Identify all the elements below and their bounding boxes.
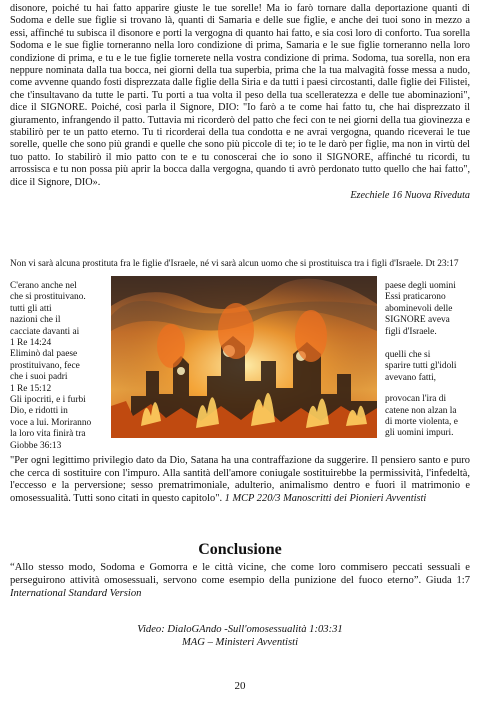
section-heading: Conclusione: [198, 541, 282, 558]
fire-illustration: [111, 276, 377, 438]
left-line: nazioni che il: [10, 315, 61, 326]
conclusion-citation: International Standard Version: [10, 588, 142, 599]
burning-city-illustration: [111, 276, 377, 438]
left-line: 1 Re 14:24: [10, 338, 52, 349]
left-line: prostituivano, fece: [10, 360, 80, 371]
right-line: figli d'Israele.: [385, 326, 437, 337]
left-line: Eliminò dal paese: [10, 349, 78, 360]
page-number: 20: [234, 680, 246, 692]
scripture-text: disonore, poiché tu hai fatto apparire giuste le tue sorelle! Ma io farò tornare dalla deportazione quanti di Sodoma e delle sue figlie si trovano là, quanti di Samaria e delle sue figlie, e anche dei tuoi sono in mezzo a essi, affinché tu subisca il disonore e porti la vergogna di quanto hai fatto, e sia così loro di conforto. Tua sorella Sodoma e le sue figlie torneranno nella loro condizione di prima, Samaria e le sue figlie torneranno nella loro condizione di prima, e tu e le tue figlie tornerete nella vostra condizione di prima. Sodoma, tua sorella, non era neppure nominata dalla tua bocca, nei giorni della tua superbia, prima che la tua malvagità fosse messa a nudo, come avvenne quando fosti disprezzata dalle figlie della Siria e da tutti i paesi circostanti, dalle figlie dei Filistei, che t'insultavano da tutte le parti. Tu porti a tua volta il peso della tua scelleratezza e delle tue abominazioni", dice il SIGNORE. Poiché, così parla il Signore, DIO: "Io farò a te come hai fatto tu, che hai disprezzato il giuramento, infrangendo il patto. Tuttavia mi ricorderò del patto che feci con te nei giorni della tua giovinezza e stabilirò per te un patto eterno. Tu ti ricorderai della tua condotta e ne avrai vergogna, quando riceverai le tue sorelle, quelle che sono più grandi e quelle che sono più piccole di te; io te le darò per figlie, ma non in virtù del tuo patto. Io stabilirò il mio patto con te e tu conoscerai che io sono il SIGNORE, affinché tu ricordi, tu arrossisca e tu non possa più aprir la bocca dalla vergogna, quando ti avrò perdonato tutto quello che hai fatto", dice il Signore, DIO».: [10, 3, 470, 188]
left-line: che i suoi padri: [10, 372, 68, 383]
deuteronomy-line: Non vi sarà alcuna prostituta fra le figlie d'Israele, né vi sarà alcun uomo che si prostituisca tra i figli d'Israele. Dt 23:17: [10, 259, 459, 269]
pioneer-quote: [10, 455, 470, 505]
right-line: sparire tutti gl'idoli: [385, 361, 457, 372]
right-line: quelli che si: [385, 350, 431, 361]
left-line: Gli ipocriti, e i furbi: [10, 395, 86, 406]
right-line: di morte violenta, e: [385, 417, 458, 428]
left-line: Giobbe 36:13: [10, 440, 62, 451]
left-column: [10, 281, 110, 452]
scripture-passage: [10, 3, 470, 203]
left-line: C'erano anche nel: [10, 281, 77, 291]
left-line: tutti gli atti: [10, 303, 52, 314]
left-line: che si prostituivano.: [10, 292, 86, 303]
right-line: avevano fatti,: [385, 372, 437, 383]
right-line: Essi praticarono: [385, 292, 446, 303]
right-column: [385, 281, 471, 440]
video-reference: [0, 623, 480, 649]
video-source: MAG – Ministeri Avventisti: [181, 637, 299, 648]
right-line: provocan l'ira di: [385, 394, 447, 405]
left-line: cacciate davanti ai: [10, 326, 80, 337]
conclusion-paragraph: [10, 561, 470, 600]
quote-text: "Per ogni legittimo privilegio dato da Dio, Satana ha una contraffazione da suggerire. Il pensiero santo e puro che cerca di sostituire con l'impuro. Alla santità dell'amore coniugale sostituirebbe la permissività, l'infedeltà, l'eccesso e la perversione; sesso prematrimoniale, adulterio, animalismo dentro e fuori il matrimonio e omosessualità. Tutti sono citati in questo capitolo".: [10, 455, 470, 504]
right-line: paese degli uomini: [385, 281, 456, 291]
quote-citation: 1 MCP 220/3 Manoscritti dei Pionieri Avventisti: [224, 492, 427, 504]
right-line: abominevoli delle: [385, 303, 453, 314]
left-line: 1 Re 15:12: [10, 383, 52, 394]
left-line: la loro vita finirà tra: [10, 429, 86, 440]
left-line: Dio, e ridotti in: [10, 406, 68, 417]
left-line: voce a lui. Moriranno: [10, 417, 92, 428]
conclusion-text: “Allo stesso modo, Sodoma e Gomorra e le città vicine, che come loro commisero peccati sessuali e perseguirono attività omosessuali, servono come esempio della punizione del fuoco eterno”. Giuda 1:7: [10, 562, 470, 586]
right-line: SIGNORE aveva: [385, 315, 450, 326]
right-line: gli uomini impuri.: [385, 428, 454, 439]
right-line: catene non alzan la: [385, 405, 457, 416]
scripture-citation: Ezechiele 16 Nuova Riveduta: [350, 190, 470, 202]
video-title: Video: DialoGAndo -Sull'omosessualità 1:03:31: [137, 624, 343, 635]
